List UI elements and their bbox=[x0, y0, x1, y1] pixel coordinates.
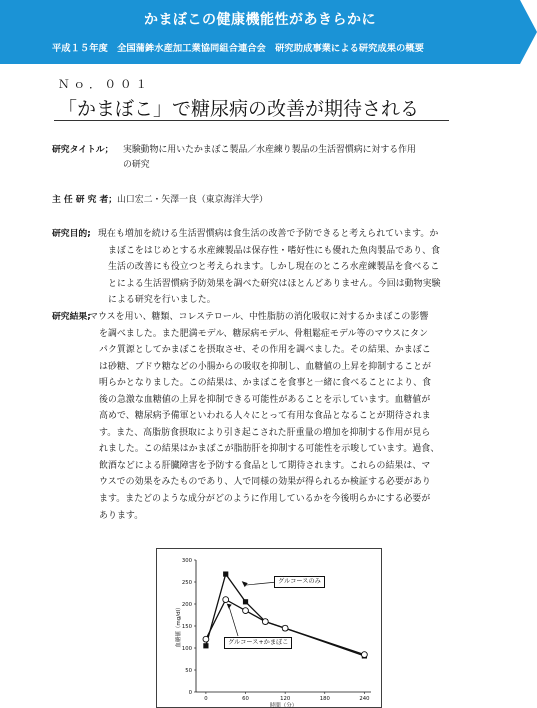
purpose-line: 現在も増加を続ける生活習慣病は食生活の改善で予防できると考えられています。か bbox=[98, 229, 439, 239]
results-label-row bbox=[52, 310, 91, 325]
x-tick-label: 0 bbox=[204, 696, 208, 702]
data-point-square bbox=[223, 571, 228, 576]
data-point-square bbox=[243, 599, 248, 604]
y-tick-label: 200 bbox=[181, 601, 192, 608]
data-point-circle bbox=[243, 608, 249, 614]
x-tick-label: 240 bbox=[359, 696, 370, 702]
header-subtitle: 平成１５年度 全国蒲鉾水産加工業協同組合連合会 研究助成事業による研究成果の概要 bbox=[52, 43, 424, 54]
purpose-line: 生活の改善にも役立つと考えられます。しかし現在のところ水産練製品を食べるこ bbox=[108, 262, 440, 273]
research-title-line: 実験動物に用いたかまぼこ製品／水産練り製品の生活習慣病に対する作用 bbox=[123, 145, 416, 155]
y-tick-label: 250 bbox=[181, 579, 192, 586]
x-tick-label: 120 bbox=[280, 696, 291, 702]
results-line: マウスを用い、糖類、コレステロール、中性脂肪の消化吸収に対するかまぼこの影響 bbox=[89, 312, 429, 322]
purpose-line: による研究を行いました。 bbox=[108, 295, 216, 306]
y-tick-label: 0 bbox=[188, 689, 192, 696]
data-point-circle bbox=[223, 597, 229, 603]
y-axis-title: 血糖値（mg/dl） bbox=[176, 604, 182, 648]
legend-callout-glucose-kamaboko: グルコース+かまぼこ bbox=[224, 637, 292, 649]
results-line: れました。この結果はかまぼこが脂肪肝を抑制する可能性を示唆しています。過食、 bbox=[99, 444, 440, 455]
results-line: 明らかとなりました。この結果は、かまぼこを食事と一緒に食べることにより、食 bbox=[99, 378, 432, 389]
results-line: パク質源としてかまぼこを摂取させ、その作用を調べました。その結果、かまぼこ bbox=[99, 345, 431, 356]
y-tick-label: 150 bbox=[181, 623, 192, 630]
data-point-square bbox=[203, 643, 208, 648]
callout-arrowhead-1 bbox=[242, 581, 248, 587]
results-line: 後の急激な血糖値の上昇を抑制できる可能性があることを示しています。血糖値が bbox=[99, 394, 431, 405]
purpose-label: 研究目的; bbox=[52, 229, 91, 239]
purpose-label-row bbox=[52, 227, 91, 242]
purpose-line: とによる生活習慣病予防効果を調べた研究はほとんどありません。今回は動物実験 bbox=[108, 278, 441, 289]
callout-arrowhead-2 bbox=[227, 604, 232, 609]
results-line: ウスでの効果をみたものであり、人で同様の効果が得られるか検証する必要があり bbox=[99, 477, 431, 488]
investigators-value: 山口宏二・矢澤一良（東京海洋大学） bbox=[117, 195, 268, 205]
data-point-circle bbox=[262, 619, 268, 625]
results-line: す。また、高脂肪食摂取により引き起こされた肝重量の増加を抑制する作用が見ら bbox=[99, 427, 431, 438]
investigators-label: 主 任 研 究 者； bbox=[52, 195, 118, 205]
results-line: 高めで、糖尿病予備軍といわれる人々にとって有用な食品となることが期待されま bbox=[99, 411, 431, 422]
results-line: 飲酒などによる肝臓障害を予防する食品として期待されます。これらの結果は、マ bbox=[99, 460, 431, 471]
header-title: かまぼこの健康機能性があきらかに bbox=[144, 12, 376, 28]
chart-svg bbox=[156, 548, 382, 708]
header-banner bbox=[0, 0, 537, 64]
results-paragraph bbox=[89, 309, 439, 524]
research-title-row bbox=[52, 143, 113, 158]
results-label: 研究結果; bbox=[52, 312, 91, 322]
callout-leader-1 bbox=[246, 582, 277, 585]
results-line: あります。 bbox=[99, 510, 144, 521]
callout-leader-2 bbox=[229, 606, 238, 636]
purpose-line: まぼこをはじめとする水産練製品は保存性・嗜好性にも優れた魚肉製品であり、食 bbox=[108, 245, 441, 256]
document-title: 「かまぼこ」で糖尿病の改善が期待される bbox=[58, 98, 420, 120]
results-line: は砂糖、ブドウ糖などの小腸からの吸収を抑制し、血糖値の上昇を抑制することが bbox=[99, 361, 432, 372]
blood-glucose-chart bbox=[156, 548, 382, 708]
x-tick-label: 60 bbox=[242, 696, 249, 702]
research-title-value bbox=[123, 143, 416, 174]
x-tick-label: 180 bbox=[319, 696, 330, 702]
data-point-circle bbox=[203, 636, 209, 642]
x-axis-title: 時間（分） bbox=[269, 703, 298, 708]
results-line: を調べました。また肥満モデル、糖尿病モデル、骨粗鬆症モデル等のマウスにタン bbox=[99, 328, 429, 339]
y-tick-label: 100 bbox=[181, 645, 192, 652]
legend-callout-glucose-only: グルコースのみ bbox=[274, 576, 325, 588]
y-tick-label: 300 bbox=[181, 557, 192, 564]
data-point-circle bbox=[282, 625, 288, 631]
research-title-line: の研究 bbox=[123, 160, 150, 171]
purpose-paragraph bbox=[98, 226, 441, 309]
data-point-circle bbox=[361, 652, 367, 658]
investigators-row bbox=[52, 193, 268, 208]
document-number: Ｎｏ．００１ bbox=[58, 77, 151, 91]
title-underline bbox=[54, 120, 449, 121]
results-line: ます。またどのような成分がどのように作用しているかを今後明らかにする必要が bbox=[99, 494, 431, 505]
y-tick-label: 50 bbox=[185, 667, 192, 674]
research-title-label: 研究タイトル； bbox=[52, 145, 114, 155]
